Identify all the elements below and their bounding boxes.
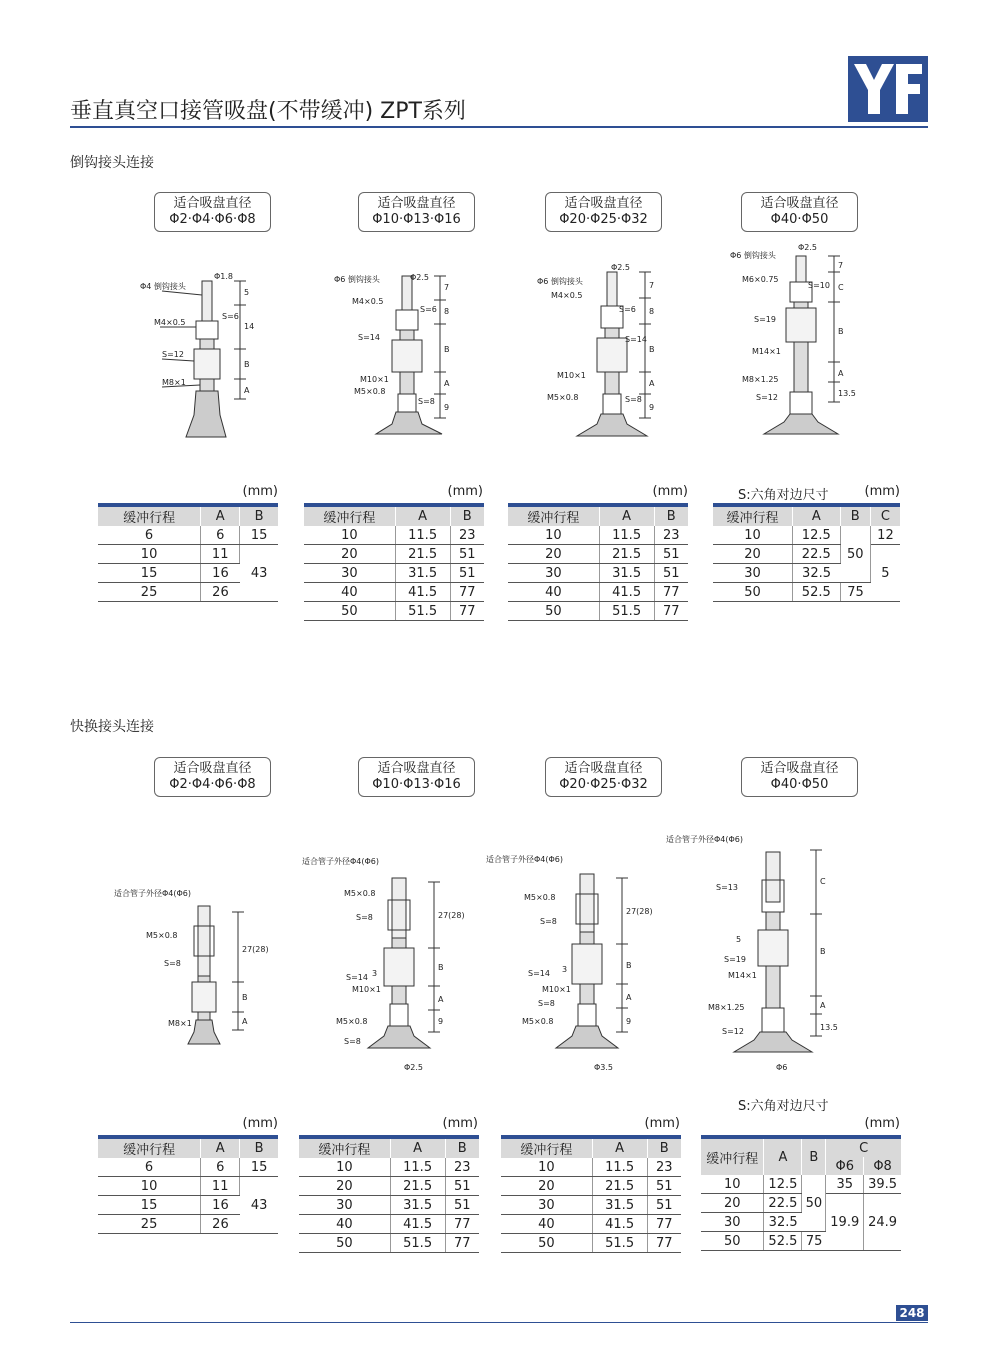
dim-label: 13.5 <box>838 389 856 398</box>
table-row: 20 21.5 51 <box>501 1177 681 1196</box>
table-row: 40 41.5 77 <box>299 1215 479 1234</box>
hex-label: S=8 <box>344 1037 361 1046</box>
table-row: 10 11 43 <box>98 1177 278 1196</box>
dim-label: 3 <box>562 965 568 974</box>
fit-values: Φ10·Φ13·Φ16 <box>372 777 461 792</box>
dim-label: 9 <box>438 1017 444 1026</box>
barb-connector-label: Φ6 倒钩接头 <box>537 277 583 286</box>
table-row: 15 16 <box>98 564 278 583</box>
dim-label: B <box>444 345 450 354</box>
fit-values: Φ20·Φ25·Φ32 <box>559 212 648 227</box>
hex-label: S=12 <box>756 393 778 402</box>
dim-label: B <box>244 360 250 369</box>
dim-label: A <box>444 379 450 388</box>
hex-label: S=6 <box>222 312 239 321</box>
dim-label: A <box>438 995 444 1004</box>
hex-label: S=8 <box>418 397 435 406</box>
stroke-table: 缓冲行程 A B 10 11.5 23 20 21.5 51 30 31.5 51 40 41.5 77 50 51.5 77 <box>508 503 688 621</box>
fit-title: 适合吸盘直径 <box>377 196 456 211</box>
hex-note: S:六角对边尺寸 <box>738 488 829 503</box>
thread-label: M14×1 <box>728 971 757 980</box>
fit-diameter-box <box>545 757 662 797</box>
dim-label: 3 <box>372 969 378 978</box>
table-row: 15 16 <box>98 1196 278 1215</box>
dim-label: 5 <box>736 935 742 944</box>
table-row: 30 31.5 51 <box>501 1196 681 1215</box>
tube-od-label: 适合管子外径Φ4(Φ6) <box>666 835 744 844</box>
dim-label: B <box>838 327 844 336</box>
thread-label: M8×1.25 <box>708 1003 745 1012</box>
fit-diameter-box <box>741 192 858 232</box>
dim-label: A <box>838 369 844 378</box>
barb-connector-label: Φ6 倒钩接头 <box>334 275 380 284</box>
quick-diagram-2 <box>300 852 480 1082</box>
hex-label: S=10 <box>808 281 830 290</box>
hex-label: S=14 <box>346 973 368 982</box>
stroke-table: 缓冲行程 A B 10 11.5 23 20 21.5 51 30 31.5 51 40 41.5 77 50 51.5 77 <box>299 1135 479 1253</box>
dim-label: C <box>820 877 826 886</box>
dim-label: 27(28) <box>438 911 465 920</box>
dim-label: B <box>626 961 632 970</box>
hex-label: S=14 <box>625 335 647 344</box>
quick-diagram-1 <box>110 882 270 1062</box>
table-row: 25 26 <box>98 1215 278 1234</box>
fit-values: Φ40·Φ50 <box>770 212 829 227</box>
thread-label: M4×0.5 <box>352 297 384 306</box>
thread-label: M5×0.8 <box>344 889 376 898</box>
tube-od-label: 适合管子外径Φ4(Φ6) <box>114 889 192 898</box>
dim-label: 14 <box>244 322 255 331</box>
fit-title: 适合吸盘直径 <box>564 196 643 211</box>
thread-label: M5×0.8 <box>354 387 386 396</box>
footer-divider <box>70 1322 928 1323</box>
dim-label: 7 <box>838 261 844 270</box>
stroke-table: 缓冲行程 A B 6 6 15 10 11 43 15 16 25 26 <box>98 503 278 602</box>
stroke-table: 缓冲行程 A B 10 11.5 23 20 21.5 51 30 31.5 51 40 41.5 77 50 51.5 77 <box>304 503 484 621</box>
hex-label: S=8 <box>356 913 373 922</box>
hex-label: S=8 <box>540 917 557 926</box>
thread-label: M8×1 <box>162 378 186 387</box>
barb-diagram-3 <box>533 262 693 442</box>
top-diameter-label: Φ1.8 <box>214 272 234 281</box>
dim-label: 5 <box>244 288 250 297</box>
fit-diameter-box <box>741 757 858 797</box>
unit-label: (mm) <box>442 1116 478 1131</box>
dim-label: B <box>649 345 655 354</box>
thread-label: M14×1 <box>752 347 781 356</box>
table-row: 50 52.5 75 <box>713 583 900 602</box>
bottom-diameter-label: Φ2.5 <box>404 1063 424 1072</box>
table-row: 50 51.5 77 <box>508 602 688 621</box>
dim-label: 8 <box>444 307 450 316</box>
table-row: 40 41.5 77 <box>508 583 688 602</box>
unit-label: (mm) <box>242 1116 278 1131</box>
dim-label: A <box>244 386 250 395</box>
fit-title: 适合吸盘直径 <box>760 196 839 211</box>
dim-label: C <box>838 283 844 292</box>
stroke-table: 缓冲行程 A B 10 11.5 23 20 21.5 51 30 31.5 51 40 41.5 77 50 51.5 77 <box>501 1135 681 1253</box>
fit-title: 适合吸盘直径 <box>173 196 252 211</box>
hex-label: S=14 <box>358 333 380 342</box>
table-row: 10 11.5 23 <box>501 1158 681 1177</box>
dim-label: 7 <box>444 283 450 292</box>
quick-diagram-4 <box>664 830 854 1080</box>
dim-label: 7 <box>649 281 655 290</box>
unit-label: (mm) <box>447 484 483 499</box>
hex-note: S:六角对边尺寸 <box>738 1099 829 1114</box>
thread-label: M10×1 <box>542 985 571 994</box>
tube-od-label: 适合管子外径Φ4(Φ6) <box>486 855 564 864</box>
thread-label: M5×0.8 <box>524 893 556 902</box>
top-diameter-label: Φ2.5 <box>611 263 631 272</box>
dim-label: A <box>626 993 632 1002</box>
stroke-table: 缓冲行程 A B C 10 12.5 50 12 20 22.5 5 30 32.5 50 52.5 75 <box>713 503 900 602</box>
top-diameter-label: Φ2.5 <box>410 273 430 282</box>
fit-values: Φ10·Φ13·Φ16 <box>372 212 461 227</box>
hex-label: S=8 <box>625 395 642 404</box>
table-row: 30 32.5 <box>713 564 900 583</box>
hex-label: S=19 <box>724 955 746 964</box>
table-row: 30 31.5 51 <box>304 564 484 583</box>
unit-label: (mm) <box>864 1116 900 1131</box>
thread-label: M8×1.25 <box>742 375 779 384</box>
hex-label: S=13 <box>716 883 738 892</box>
hex-label: S=8 <box>538 999 555 1008</box>
table-row: 50 51.5 77 <box>501 1234 681 1253</box>
fit-values: Φ40·Φ50 <box>770 777 829 792</box>
page-title: 垂直真空口接管吸盘(不带缓冲) ZPT系列 <box>70 99 466 124</box>
barb-diagram-2 <box>330 262 490 442</box>
dim-label: 9 <box>626 1017 632 1026</box>
fit-diameter-box <box>154 757 271 797</box>
thread-label: M5×0.8 <box>522 1017 554 1026</box>
table-row: 10 11 43 <box>98 545 278 564</box>
table-row: 10 11.5 23 <box>299 1158 479 1177</box>
dim-label: 8 <box>649 307 655 316</box>
hex-label: S=12 <box>722 1027 744 1036</box>
unit-label: (mm) <box>242 484 278 499</box>
table-row: 40 41.5 77 <box>501 1215 681 1234</box>
unit-label: (mm) <box>644 1116 680 1131</box>
dim-label: 9 <box>649 403 655 412</box>
barb-connector-label: Φ4 倒钩接头 <box>140 282 186 291</box>
dim-label: 13.5 <box>820 1023 838 1032</box>
thread-label: M6×0.75 <box>742 275 779 284</box>
dim-label: A <box>820 1001 826 1010</box>
thread-label: M5×0.8 <box>547 393 579 402</box>
fit-values: Φ20·Φ25·Φ32 <box>559 777 648 792</box>
fit-diameter-box <box>358 192 475 232</box>
table-row: 50 52.5 75 <box>701 1232 901 1251</box>
quick-diagram-3 <box>484 848 664 1078</box>
section-label-quick: 快换接头连接 <box>70 719 154 735</box>
dim-label: B <box>820 947 826 956</box>
table-row: 10 11.5 23 <box>304 526 484 545</box>
table-row: 30 31.5 51 <box>299 1196 479 1215</box>
dim-label: B <box>438 963 444 972</box>
hex-label: S=12 <box>162 350 184 359</box>
fit-title: 适合吸盘直径 <box>564 761 643 776</box>
stroke-table: 缓冲行程 A B C Φ6 Φ8 10 12.5 50 35 39.5 20 22.5 19.9 24.9 30 32.5 50 52.5 75 <box>701 1135 901 1251</box>
fit-diameter-box <box>154 192 271 232</box>
unit-label: (mm) <box>652 484 688 499</box>
table-row: 10 12.5 50 35 39.5 <box>701 1175 901 1194</box>
section-label-barb: 倒钩接头连接 <box>70 155 154 171</box>
brand-logo <box>848 56 928 122</box>
table-row: 20 22.5 19.9 24.9 <box>701 1194 901 1213</box>
fit-values: Φ2·Φ4·Φ6·Φ8 <box>169 212 256 227</box>
title-divider <box>70 126 928 128</box>
dim-label: A <box>649 379 655 388</box>
fit-diameter-box <box>545 192 662 232</box>
dim-label: 9 <box>444 403 450 412</box>
thread-label: M5×0.8 <box>146 931 178 940</box>
tube-od-label: 适合管子外径Φ4(Φ6) <box>302 857 380 866</box>
table-row: 30 31.5 51 <box>508 564 688 583</box>
bottom-diameter-label: Φ6 <box>776 1063 788 1072</box>
stroke-table: 缓冲行程 A B 6 6 15 10 11 43 15 16 25 26 <box>98 1135 278 1234</box>
fit-title: 适合吸盘直径 <box>377 761 456 776</box>
table-row: 30 32.5 <box>701 1213 901 1232</box>
hex-label: S=14 <box>528 969 550 978</box>
fit-diameter-box <box>358 757 475 797</box>
dim-label: 27(28) <box>626 907 653 916</box>
table-row: 20 21.5 51 <box>304 545 484 564</box>
table-row: 6 6 15 <box>98 526 278 545</box>
table-row: 40 41.5 77 <box>304 583 484 602</box>
table-row: 25 26 <box>98 583 278 602</box>
table-row: 20 21.5 51 <box>508 545 688 564</box>
top-diameter-label: Φ2.5 <box>798 243 818 252</box>
thread-label: M8×1 <box>168 1019 192 1028</box>
table-row: 20 22.5 5 <box>713 545 900 564</box>
thread-label: M10×1 <box>360 375 389 384</box>
unit-label: (mm) <box>864 484 900 499</box>
dim-label: 27(28) <box>242 945 269 954</box>
barb-diagram-4 <box>726 242 886 442</box>
bottom-diameter-label: Φ3.5 <box>594 1063 614 1072</box>
thread-label: M4×0.5 <box>551 291 583 300</box>
table-row: 10 12.5 50 12 <box>713 526 900 545</box>
thread-label: M5×0.8 <box>336 1017 368 1026</box>
dim-label: B <box>242 993 248 1002</box>
hex-label: S=6 <box>420 305 437 314</box>
thread-label: M10×1 <box>557 371 586 380</box>
fit-title: 适合吸盘直径 <box>760 761 839 776</box>
thread-label: M4×0.5 <box>154 318 186 327</box>
barb-connector-label: Φ6 倒钩接头 <box>730 251 776 260</box>
page-number: 248 <box>896 1305 928 1321</box>
hex-label: S=19 <box>754 315 776 324</box>
hex-label: S=6 <box>619 305 636 314</box>
barb-diagram-1 <box>130 265 270 445</box>
table-row: 20 21.5 51 <box>299 1177 479 1196</box>
table-row: 10 11.5 23 <box>508 526 688 545</box>
thread-label: M10×1 <box>352 985 381 994</box>
table-row: 6 6 15 <box>98 1158 278 1177</box>
hex-label: S=8 <box>164 959 181 968</box>
fit-values: Φ2·Φ4·Φ6·Φ8 <box>169 777 256 792</box>
dim-label: A <box>242 1017 248 1026</box>
table-row: 50 51.5 77 <box>304 602 484 621</box>
table-row: 50 51.5 77 <box>299 1234 479 1253</box>
fit-title: 适合吸盘直径 <box>173 761 252 776</box>
